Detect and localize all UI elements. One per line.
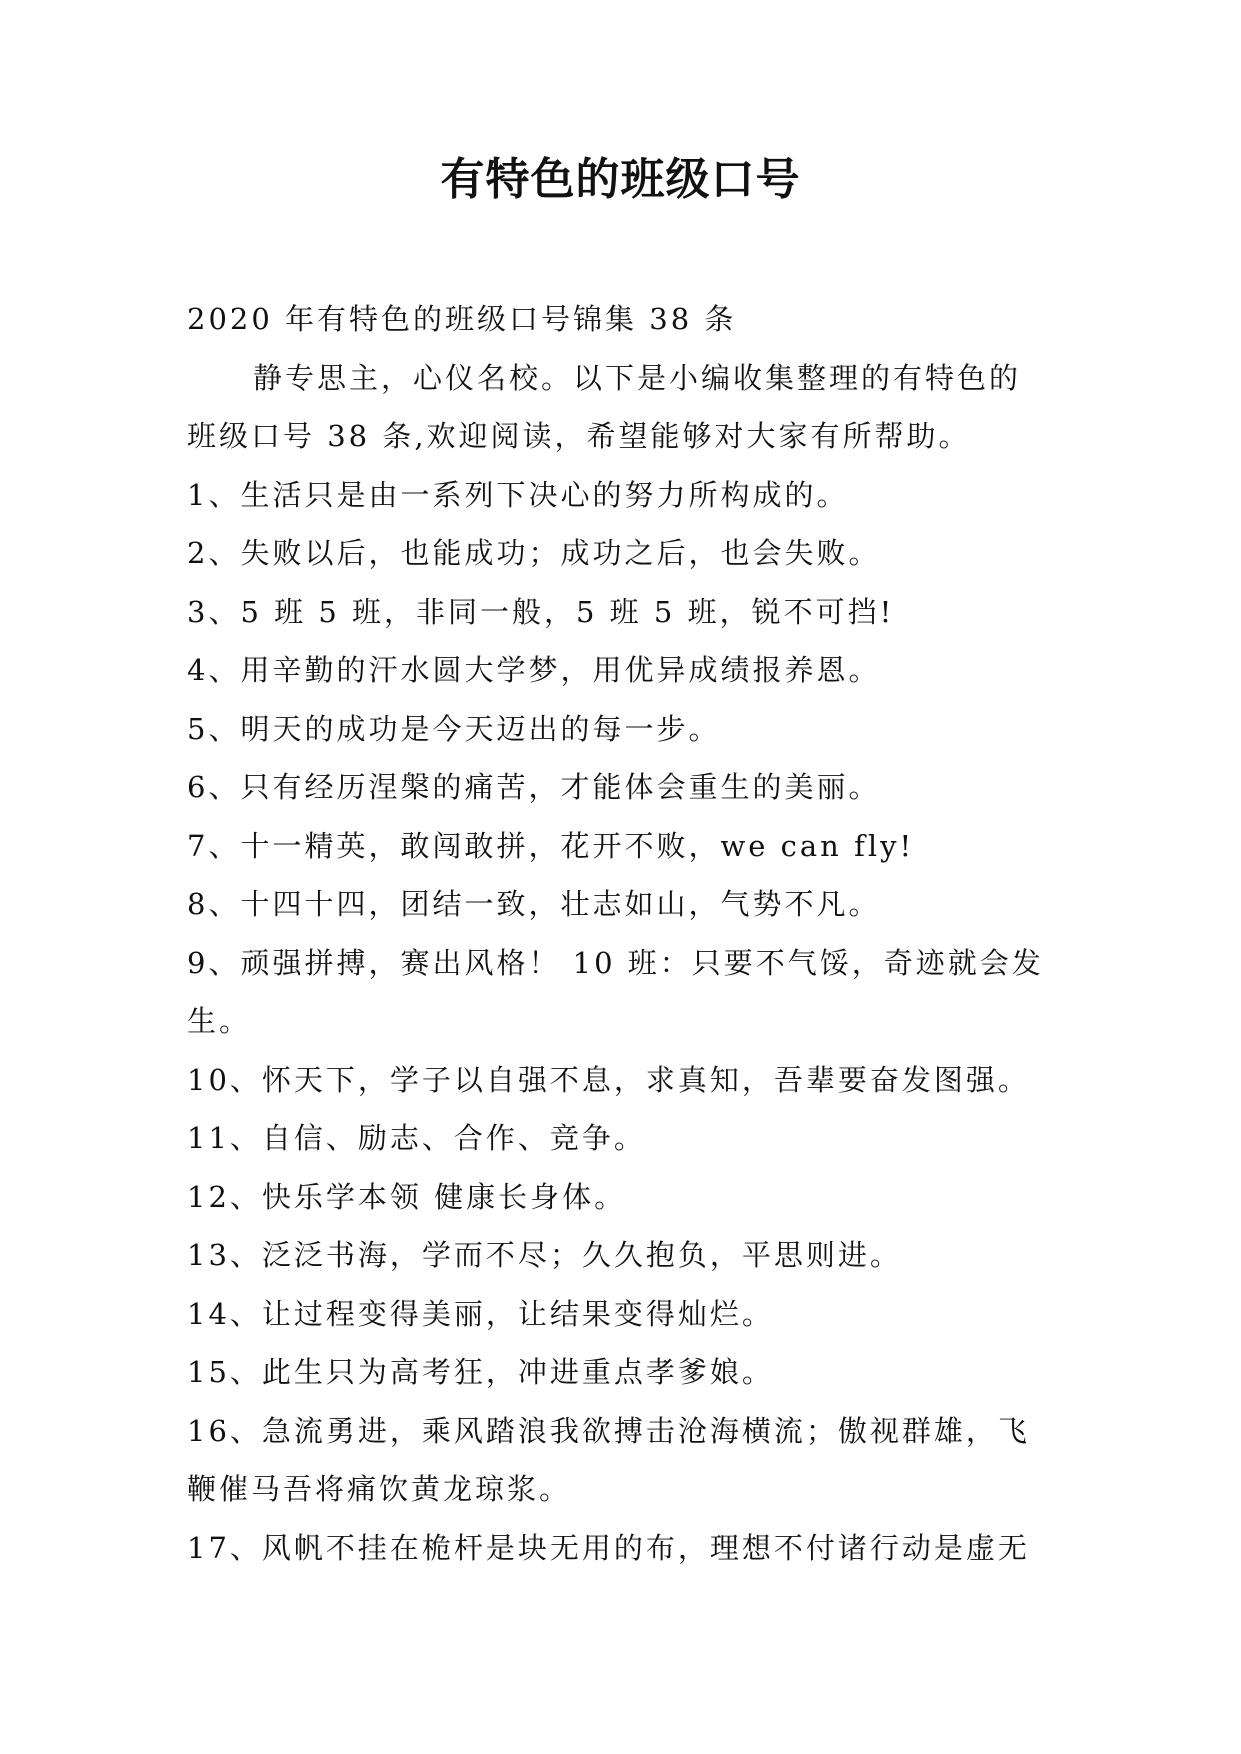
text-line: 2020 年有特色的班级口号锦集 38 条 (187, 302, 737, 336)
list-item-continuation: 生。 (187, 1004, 252, 1038)
list-item: 5、明天的成功是今天迈出的每一步。 (187, 711, 721, 746)
document-body (187, 290, 1067, 1577)
list-item: 11、自信、励志、合作、竞争。 (187, 1121, 646, 1155)
list-item: 8、十四十四，团结一致，壮志如山，气势不凡。 (187, 887, 881, 921)
list-item: 14、让过程变得美丽，让结果变得灿烂。 (187, 1296, 774, 1331)
list-item: 16、急流勇进，乘风踏浪我欲搏击沧海横流；傲视群雄，飞 (187, 1413, 1030, 1448)
list-item: 13、泛泛书海，学而不尽；久久抱负，平思则进。 (187, 1238, 902, 1272)
list-item: 6、只有经历涅槃的痛苦，才能体会重生的美丽。 (187, 770, 881, 804)
text-line: 静专思主，心仪名校。以下是小编收集整理的有特色的 (253, 360, 1022, 395)
list-item: 10、怀天下，学子以自强不息，求真知，吾辈要奋发图强。 (187, 1062, 1030, 1097)
page-title: 有特色的班级口号 (440, 154, 801, 205)
list-item: 17、风帆不挂在桅杆是块无用的布，理想不付诸行动是虚无 (187, 1530, 1030, 1565)
list-item: 3、5 班 5 班，非同一般，5 班 5 班，锐不可挡! (187, 594, 895, 629)
list-item: 12、快乐学本领 健康长身体。 (187, 1179, 627, 1214)
list-item: 1、生活只是由一系列下决心的努力所构成的。 (187, 477, 849, 512)
list-item: 7、十一精英，敢闯敢拼，花开不败，we can fly! (187, 828, 915, 863)
list-item: 2、失败以后，也能成功；成功之后，也会失败。 (187, 536, 881, 570)
list-item: 9、顽强拼搏，赛出风格！ 10 班：只要不气馁，奇迹就会发 (187, 945, 1044, 980)
list-item-continuation: 鞭催马吾将痛饮黄龙琼浆。 (187, 1472, 572, 1506)
list-item: 15、此生只为高考狂，冲进重点孝爹娘。 (187, 1355, 774, 1389)
text-line: 班级口号 38 条,欢迎阅读，希望能够对大家有所帮助。 (187, 419, 971, 453)
list-item: 4、用辛勤的汗水圆大学梦，用优异成绩报养恩。 (187, 653, 881, 687)
